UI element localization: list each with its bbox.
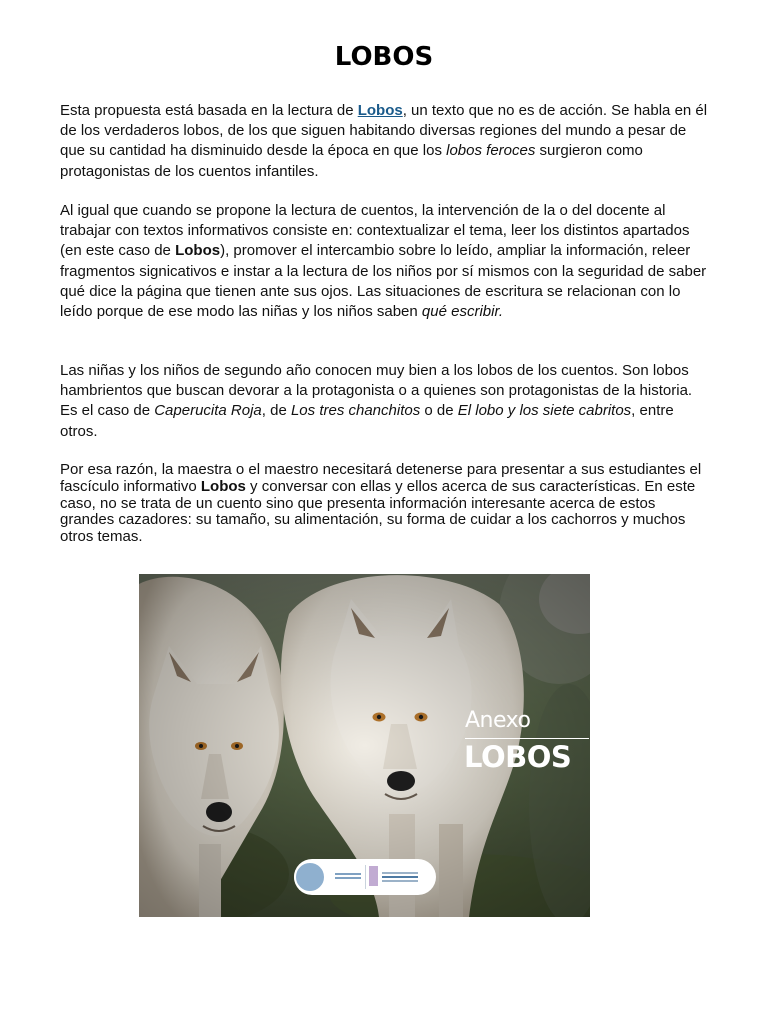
paragraph-text: surgieron como protagonistas de los cuentos infantiles.	[60, 142, 643, 180]
cover-divider	[465, 738, 589, 739]
primary-logo-icon	[294, 861, 326, 893]
story-title: El lobo y los siete cabritos	[457, 402, 632, 420]
paragraph-text: Esta propuesta está basada en la lectura de	[60, 102, 358, 119]
logo-divider	[365, 865, 366, 889]
story-title: Los tres chanchitos	[290, 402, 421, 420]
paragraph-text: Por esa razón, la maestra o el maestro necesitará detenerse para presentar a sus estudiantes el fascículo informativo	[60, 461, 702, 495]
paragraph-text: o de	[420, 402, 458, 420]
paragraph-intervention	[60, 201, 710, 322]
paragraph-text: Las niñas y los niños de segundo año conocen muy bien a los lobos de los cuentos. Son lobos hambrientos que buscan devorar a la protagonista o a quienes son protagonistas de la historia. Es el caso de	[60, 362, 693, 420]
cover-image	[139, 574, 590, 917]
paragraph-text: , entre otros.	[60, 402, 674, 440]
bold-phrase: Lobos	[175, 242, 221, 260]
paragraph-text: Al igual que cuando se propone la lectura de cuentos, la intervención de la o del docente al trabajar con textos informativos consiste en: contextualizar el tema, leer los distintos apartados (en este caso de	[60, 202, 690, 260]
province-logo-icon	[369, 866, 378, 886]
lobos-link[interactable]: Lobos	[357, 102, 403, 119]
ministry-logo-icon	[335, 873, 361, 875]
paragraph-text: y conversar con ellas y ellos acerca de sus características. En este caso, no se trata de un cuento sino que presenta información interesante acerca de estos grandes cazadores: su tamaño, su alimentación, su forma de cuidar a los cachorros y muchos otros temas.	[60, 477, 696, 546]
paragraph-text: ), promover el intercambio sobre lo leído, ampliar la información, releer fragmentos signicativos e instar a la lectura de los niños por sí mismos con la seguridad de saber qué dice la página que tienen ante sus ojos. Las situaciones de escritura se relacionan con lo leído porque de ese modo las niñas y los niños saben	[60, 242, 707, 321]
page-title: LOBOS	[334, 42, 434, 72]
paragraph-intro	[60, 101, 710, 182]
paragraph-text: , un texto que no es de acción. Se habla en él de los verdaderos lobos, de los que siguen habitando diversas regiones del mundo a pesar de que su cantidad ha disminuido desde la época en que los	[60, 102, 708, 160]
paragraph-text: , de	[261, 402, 291, 420]
paragraph-presentation	[60, 462, 710, 546]
italic-phrase: qué escribir.	[421, 303, 504, 321]
cover-kicker: Anexo	[465, 708, 531, 733]
paragraph-story-wolves	[60, 361, 710, 442]
italic-phrase: lobos feroces	[446, 142, 536, 160]
cover-title: LOBOS	[464, 740, 572, 774]
story-title: Caperucita Roja	[154, 402, 262, 420]
bold-phrase: Lobos	[200, 477, 246, 495]
province-wordmark-icon	[382, 872, 418, 874]
